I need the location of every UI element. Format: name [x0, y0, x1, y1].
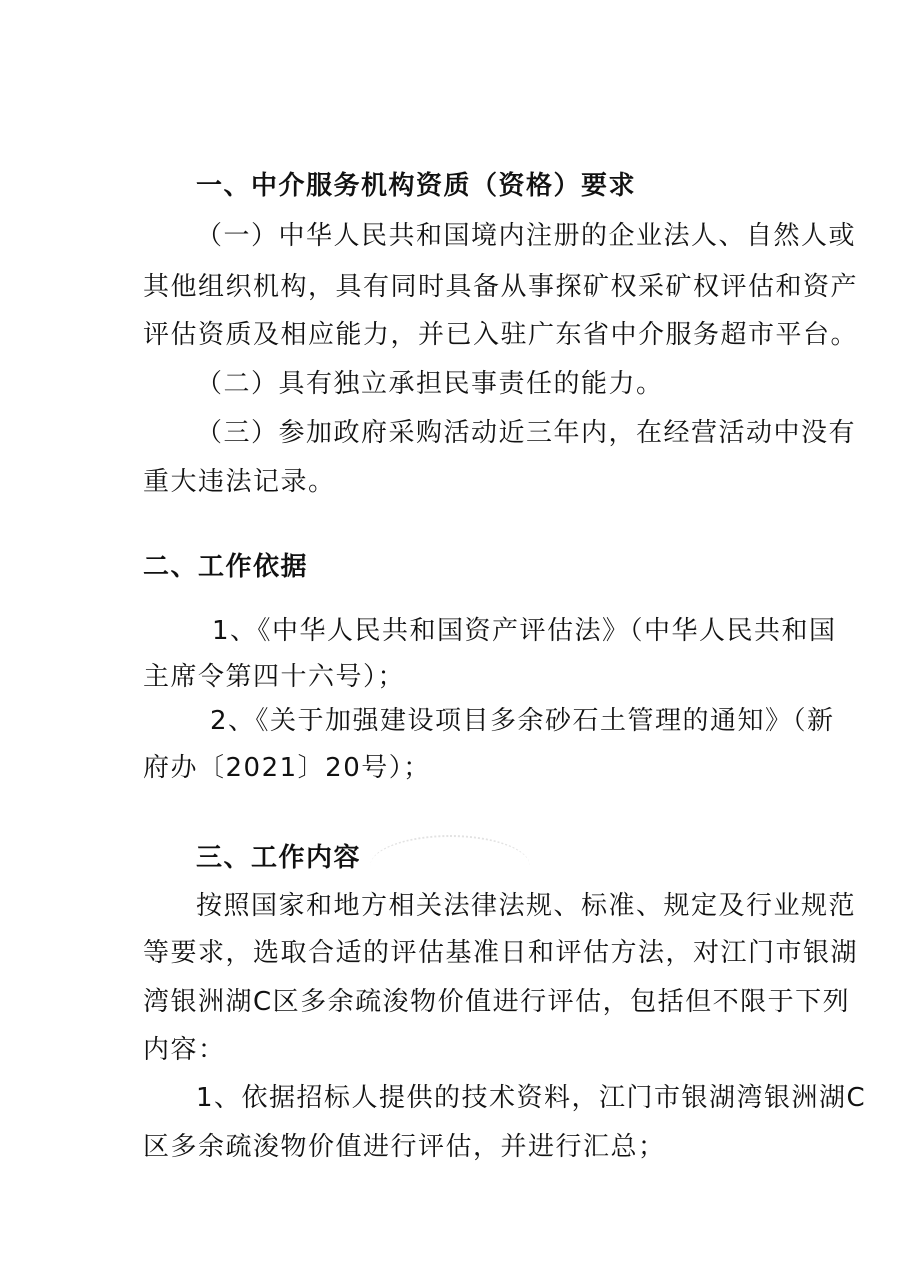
section3-para-line4: 内容：: [143, 1035, 226, 1065]
section2-basis2-line1: 2、《关于加强建设项目多余砂石土管理的通知》（新: [210, 706, 835, 736]
section3-para-line3: 湾银洲湖C区多余疏浚物价值进行评估，包括但不限于下列: [143, 987, 851, 1017]
section3-para-line1: 按照国家和地方相关法律法规、标准、规定及行业规范: [196, 891, 857, 921]
section1-item3-line1: （三）参加政府采购活动近三年内，在经营活动中没有: [196, 418, 857, 448]
section2-basis1-line2: 主席令第四十六号）；: [143, 662, 406, 692]
section1-item1-line1: （一）中华人民共和国境内注册的企业法人、自然人或: [196, 221, 857, 251]
section1-item1-line3: 评估资质及相应能力，并已入驻广东省中介服务超市平台。: [143, 320, 859, 350]
section2-basis2-line2: 府办〔2021〕20号）；: [143, 753, 431, 783]
section1-heading: 一、中介服务机构资质（资格）要求: [196, 171, 637, 201]
section3-para-line2: 等要求，选取合适的评估基准日和评估方法，对江门市银湖: [143, 938, 859, 968]
section1-item2: （二）具有独立承担民事责任的能力。: [196, 369, 664, 399]
faint-stamp-mark: [370, 835, 530, 897]
section2-heading: 二、工作依据: [143, 552, 309, 582]
section3-heading: 三、工作内容: [196, 843, 362, 873]
section1-item1-line2: 其他组织机构，具有同时具备从事探矿权采矿权评估和资产: [143, 272, 859, 302]
section3-item1-line2: 区多余疏浚物价值进行评估，并进行汇总；: [143, 1132, 666, 1162]
section3-item1-line1: 1、依据招标人提供的技术资料，江门市银湖湾银洲湖C: [196, 1083, 867, 1113]
section1-item3-line2: 重大违法记录。: [143, 467, 336, 497]
section2-basis1-line1: 1、《中华人民共和国资产评估法》（中华人民共和国: [212, 616, 837, 646]
